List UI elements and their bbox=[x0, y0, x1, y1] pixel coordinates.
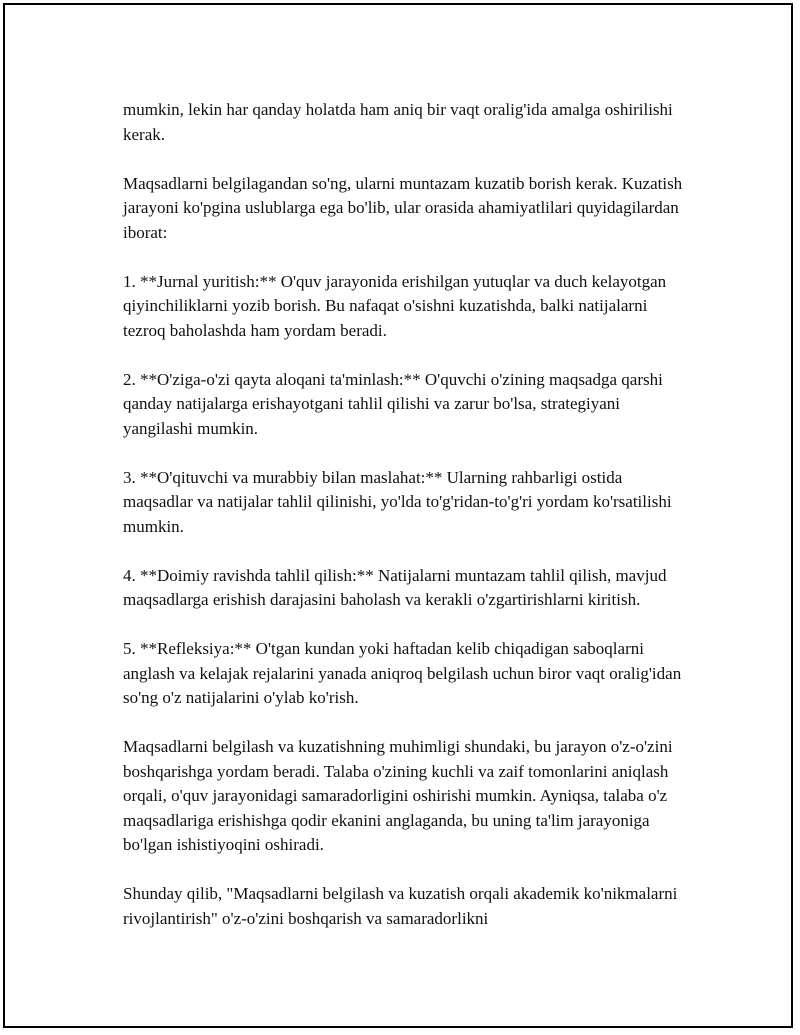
paragraph-continuation: mumkin, lekin har qanday holatda ham aniq bir vaqt oralig'ida amalga oshirilishi kerak. bbox=[123, 100, 673, 144]
list-item-reflection: 5. **Refleksiya:** O'tgan kundan yoki haftadan kelib chiqadigan saboqlarni anglash va kelajak rejalarini yanada aniqroq belgilash uchun biror vaqt oralig'idan so'ng o'z natijalarini o'ylab ko'rish. bbox=[123, 639, 682, 707]
paragraph-conclusion: Shunday qilib, "Maqsadlarni belgilash va kuzatish orqali akademik ko'nikmalarni rivojlantirish" o'z-o'zini boshqarish va samaradorlikni bbox=[123, 884, 678, 928]
paragraph-tracking-intro: Maqsadlarni belgilagandan so'ng, ularni muntazam kuzatib borish kerak. Kuzatish jarayoni ko'pgina uslublarga ega bo'lib, ular orasida ahamiyatlilari quyidagilardan iborat: bbox=[123, 173, 683, 242]
list-item-self-feedback: 2. **O'ziga-o'zi qayta aloqani ta'minlash:** O'quvchi o'zining maqsadga qarshi qanday natijalarga erishayotgani tahlil qilishi va zarur bo'lsa, strategiyani yangilashi mumkin. bbox=[123, 369, 663, 438]
list-item-teacher-consult: 3. **O'qituvchi va murabbiy bilan maslahat:** Ularning rahbarligi ostida maqsadlar va natijalar tahlil qilinishi, yo'lda to'g'ridan-to'g'ri yordam ko'rsatilishi mumkin. bbox=[123, 467, 672, 536]
page-body bbox=[123, 98, 688, 931]
paragraph-importance: Maqsadlarni belgilash va kuzatishning muhimligi shundaki, bu jarayon o'z-o'zini boshqarishga yordam beradi. Talaba o'zining kuchli va zaif tomonlarini aniqlash orqali, o'quv jarayonidagi samaradorligini oshirishi mumkin. Ayniqsa, talaba o'z maqsadlariga erishishga qodir ekanini anglaganda, bu uning ta'lim jarayoniga bo'lgan ishistiyoqini oshiradi. bbox=[123, 737, 673, 854]
page-frame bbox=[3, 3, 793, 1028]
list-item-journal: 1. **Jurnal yuritish:** O'quv jarayonida erishilgan yutuqlar va duch kelayotgan qiyinchiliklarni yozib borish. Bu nafaqat o'sishni kuzatishda, balki natijalarni tezroq baholashda ham yordam beradi. bbox=[123, 271, 667, 340]
list-item-regular-analysis: 4. **Doimiy ravishda tahlil qilish:** Natijalarni muntazam tahlil qilish, mavjud maqsadlarga erishish darajasini baholash va kerakli o'zgartirishlarni kiritish. bbox=[123, 565, 667, 609]
